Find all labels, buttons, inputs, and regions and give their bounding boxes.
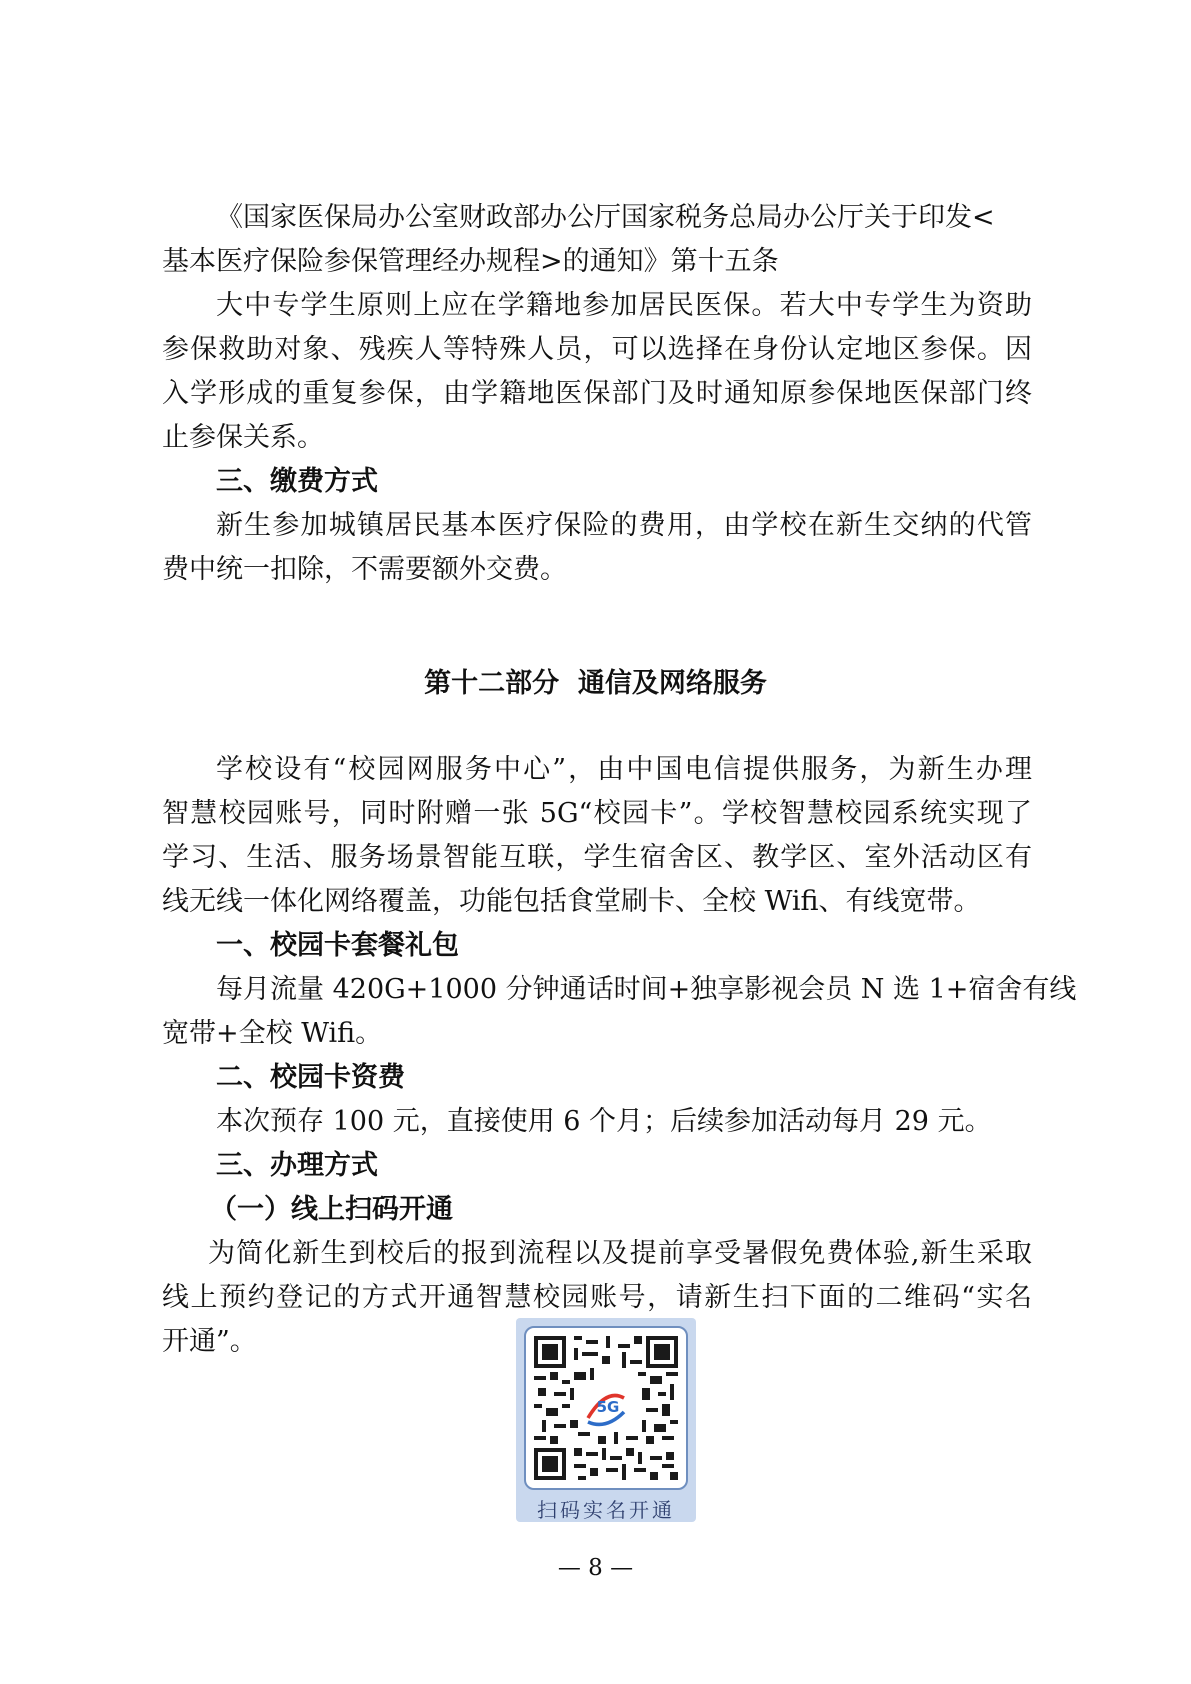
qr-code-card[interactable] [516,1318,696,1522]
paragraph-line: 参保救助对象、残疾人等特殊人员，可以选择在身份认定地区参保。因 [162,334,1032,365]
paragraph-line: 为简化新生到校后的报到流程以及提前享受暑假免费体验,新生采取 [208,1238,1032,1269]
qr-caption: 扫码实名开通 [537,1498,675,1522]
online-heading: （一）线上扫码开通 [210,1194,453,1225]
paragraph-line: 费中统一扣除，不需要额外交费。 [162,554,567,585]
paragraph-line: 每月流量 420G+1000 分钟通话时间+独享影视会员 N 选 1+宿舍有线 [216,974,1077,1005]
paragraph-line: 大中专学生原则上应在学籍地参加居民医保。若大中专学生为资助 [216,290,1032,321]
payment-heading: 三、缴费方式 [216,466,378,497]
citation-line-1: 《国家医保局办公室财政部办公厅国家税务总局办公厅关于印发< [216,202,995,233]
paragraph-line: 线上预约登记的方式开通智慧校园账号，请新生扫下面的二维码“实名 [162,1282,1032,1313]
paragraph-line: 智慧校园账号，同时附赠一张 5G“校园卡”。学校智慧校园系统实现了 [162,798,1032,829]
qr-5g-badge: 5G [596,1398,620,1416]
citation-line-2: 基本医疗保险参保管理经办规程>的通知》第十五条 [162,246,779,277]
paragraph-line: 宽带+全校 Wifi。 [162,1018,383,1049]
paragraph-line: 入学形成的重复参保，由学籍地医保部门及时通知原参保地医保部门终 [162,378,1032,409]
paragraph-line: 开通”。 [162,1326,257,1357]
qr-code-frame[interactable] [524,1326,688,1490]
paragraph-line: 止参保关系。 [162,422,324,453]
paragraph-line: 学校设有“校园网服务中心”，由中国电信提供服务，为新生办理 [216,754,1032,785]
fee-heading: 二、校园卡资费 [216,1062,405,1093]
page-number: — 8 — [557,1555,634,1581]
paragraph-line: 本次预存 100 元，直接使用 6 个月；后续参加活动每月 29 元。 [216,1106,992,1137]
package-heading: 一、校园卡套餐礼包 [216,930,459,961]
section-title: 第十二部分 通信及网络服务 [424,668,767,699]
method-heading: 三、办理方式 [216,1150,378,1181]
paragraph-line: 新生参加城镇居民基本医疗保险的费用，由学校在新生交纳的代管 [216,510,1032,541]
paragraph-line: 线无线一体化网络覆盖，功能包括食堂刷卡、全校 Wifi、有线宽带。 [162,886,981,917]
paragraph-line: 学习、生活、服务场景智能互联，学生宿舍区、教学区、室外活动区有 [162,842,1032,873]
